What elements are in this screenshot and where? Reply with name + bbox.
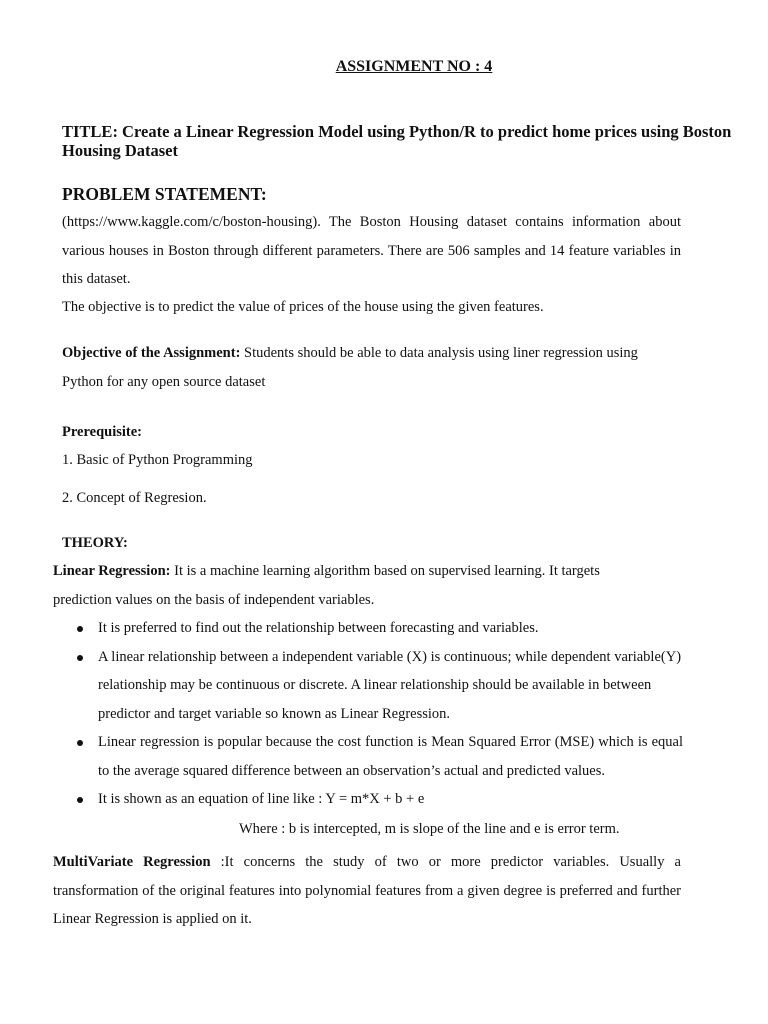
theory-heading: THEORY: xyxy=(62,535,128,551)
objective-text: Students should be able to data analysis using liner regression using Python for any open source dataset xyxy=(62,345,638,390)
bullet-dot-icon xyxy=(77,626,83,632)
linear-regression-label: Linear Regression: xyxy=(53,563,171,579)
list-item: A linear relationship between a independent variable (X) is continuous; while dependent variable(Y) relationship may be continuous or discrete. A linear relationship should be available in between predictor and target variable so known as Linear Regression. xyxy=(98,643,683,729)
linear-regression-text: It is a machine learning algorithm based on supervised learning. It targets prediction values on the basis of independent variables. xyxy=(53,563,600,608)
bullet-dot-icon xyxy=(77,655,83,661)
assignment-title: TITLE: Create a Linear Regression Model using Python/R to predict home prices using Boston Housing Dataset xyxy=(62,122,732,160)
multivariate-regression-paragraph xyxy=(53,848,681,934)
multivariate-regression-text: :It concerns the study of two or more predictor variables. Usually a transformation of the original features into polynomial features from a given degree is preferred and further Linear Regression is applied on it. xyxy=(53,854,681,927)
bullet-dot-icon xyxy=(77,740,83,746)
linear-regression-paragraph xyxy=(53,557,643,614)
prerequisite-item-1: 1. Basic of Python Programming xyxy=(62,452,253,468)
list-item: It is shown as an equation of line like : Y = m*X + b + e xyxy=(98,785,683,814)
prerequisite-heading: Prerequisite: xyxy=(62,424,142,440)
theory-bullet-list xyxy=(98,614,683,814)
problem-statement-heading: PROBLEM STATEMENT: xyxy=(62,184,267,204)
objective-paragraph xyxy=(62,339,672,396)
assignment-heading: ASSIGNMENT NO : 4 xyxy=(335,58,493,75)
equation-terms-note: Where : b is intercepted, m is slope of the line and e is error term. xyxy=(239,821,620,837)
problem-objective-paragraph: The objective is to predict the value of prices of the house using the given features. xyxy=(62,299,544,315)
list-item: Linear regression is popular because the cost function is Mean Squared Error (MSE) which is equal to the average squared difference between an observation’s actual and predicted values. xyxy=(98,728,683,785)
objective-label: Objective of the Assignment: xyxy=(62,345,241,361)
multivariate-regression-label: MultiVariate Regression xyxy=(53,854,211,870)
prerequisite-item-2: 2. Concept of Regresion. xyxy=(62,490,207,506)
bullet-dot-icon xyxy=(77,797,83,803)
list-item: It is preferred to find out the relationship between forecasting and variables. xyxy=(98,614,683,643)
problem-statement-paragraph: (https://www.kaggle.com/c/boston-housing). The Boston Housing dataset contains information about various houses in Boston through different parameters. There are 506 samples and 14 feature variables in this dataset. xyxy=(62,214,681,287)
